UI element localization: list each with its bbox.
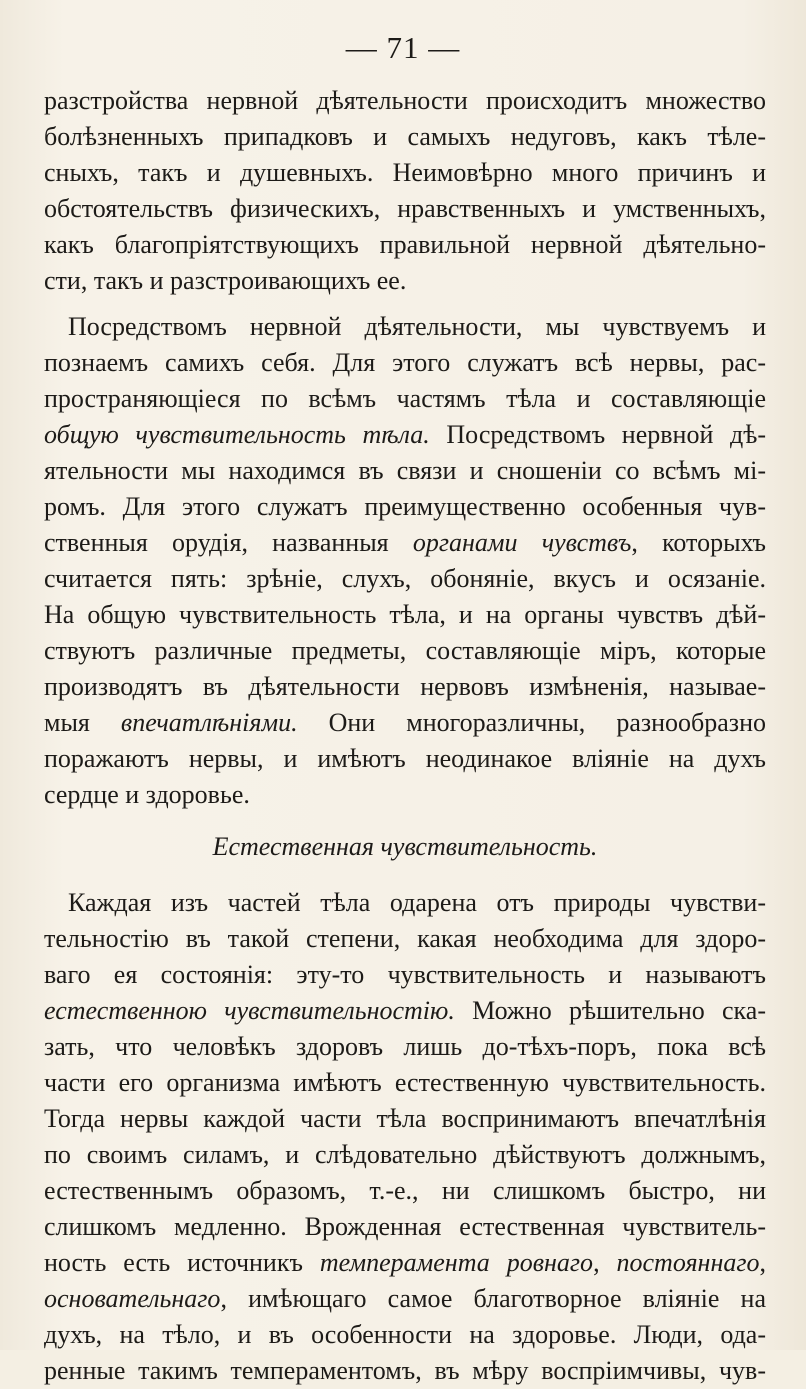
text-span: , xyxy=(759,1248,766,1277)
text-line: Каждая изъ частей тѣла одарена отъ природы чувстви- xyxy=(68,888,766,917)
page-text xyxy=(44,83,766,1389)
text-span: мыя xyxy=(44,708,121,737)
text-span: Посредствомъ нервной дѣ- xyxy=(429,420,766,449)
page-number: — 71 — xyxy=(345,30,461,65)
text-line: зать, что человѣкъ здоровъ лишь до-тѣхъ-поръ, пока всѣ xyxy=(44,1032,766,1061)
text-line xyxy=(44,705,766,741)
text-line xyxy=(44,1245,766,1281)
text-span: , xyxy=(593,1248,617,1277)
section-heading: Естественная чувствительность. xyxy=(212,832,598,861)
text-line: На общую чувствительность тѣла, и на органы чувствъ дѣй- xyxy=(44,600,766,629)
text-span: , имѣющаго самое благотворное вліяніе на xyxy=(220,1284,766,1313)
text-line: слишкомъ медленно. Врожденная естественная чувствитель- xyxy=(44,1212,766,1241)
text-line: сныхъ, такъ и душевныхъ. Неимовѣрно много причинъ и xyxy=(44,158,766,187)
italic-term: темперамента ровнаго xyxy=(319,1248,594,1277)
text-line: части его организма имѣютъ естественную чувствительность. xyxy=(44,1068,766,1097)
paragraph-senses xyxy=(44,309,766,813)
text-line: сти, такъ и разстроивающихъ ее. xyxy=(44,266,407,295)
text-span: ность есть источникъ xyxy=(44,1248,320,1277)
text-line: познаемъ самихъ себя. Для этого служатъ всѣ нервы, рас- xyxy=(44,348,766,377)
italic-term: впечатлѣніями. xyxy=(120,708,298,737)
text-line: Посредствомъ нервной дѣятельности, мы чувствуемъ и xyxy=(68,312,766,341)
text-line: ромъ. Для этого служатъ преимущественно особенныя чув- xyxy=(44,492,766,521)
text-line: ствуютъ различные предметы, составляющіе міръ, которые xyxy=(44,636,766,665)
text-line: ваго ея состоянія: эту-то чувствительность и называютъ xyxy=(44,960,766,989)
text-line: обстоятельствъ физическихъ, нравственныхъ и умственныхъ, xyxy=(44,194,766,223)
text-line: ятельности мы находимся въ связи и сношеніи со всѣмъ мі- xyxy=(44,456,766,485)
italic-term: естественною чувствительностію. xyxy=(44,996,455,1025)
italic-term: постояннаго xyxy=(616,1248,760,1277)
italic-term: общую чувствительность тѣла. xyxy=(44,420,430,449)
text-line: поражаютъ нервы, и имѣютъ неодинакое вліяніе на духъ xyxy=(44,744,766,773)
italic-term: основательнаго xyxy=(44,1284,221,1313)
italic-term: органами чувствъ xyxy=(412,528,632,557)
text-line: производятъ въ дѣятельности нервовъ измѣненія, называе- xyxy=(44,672,766,701)
text-line: болѣзненныхъ припадковъ и самыхъ недуговъ, какъ тѣле- xyxy=(44,122,766,151)
text-line: по своимъ силамъ, и слѣдовательно дѣйствуютъ должнымъ, xyxy=(44,1140,766,1169)
text-line: считается пять: зрѣніе, слухъ, обоняніе, вкусъ и осязаніе. xyxy=(44,564,766,593)
text-line: Тогда нервы каждой части тѣла воспринимаютъ впечатлѣнія xyxy=(44,1104,766,1133)
text-line xyxy=(44,993,766,1029)
text-span: Они многоразличны, разнообразно xyxy=(297,708,766,737)
text-line: разстройства нервной дѣятельности происходитъ множество xyxy=(44,86,766,115)
text-line xyxy=(44,1281,766,1317)
text-line: ренные такимъ темпераментомъ, въ мѣру воспріимчивы, чув- xyxy=(44,1356,766,1385)
text-span: ственныя орудія, названныя xyxy=(44,528,413,557)
text-line xyxy=(44,417,766,453)
text-line: какъ благопріятствующихъ правильной нервной дѣятельно- xyxy=(44,230,766,259)
text-line: духъ, на тѣло, и въ особенности на здоровье. Люди, ода- xyxy=(44,1320,766,1349)
text-line: естественнымъ образомъ, т.-е., ни слишкомъ быстро, ни xyxy=(44,1176,766,1205)
paragraph-nervous-activity-disorders xyxy=(44,83,766,299)
text-span: Можно рѣшительно ска- xyxy=(454,996,766,1025)
text-line: сердце и здоровье. xyxy=(44,780,250,809)
text-line: тельностію въ такой степени, какая необходима для здоро- xyxy=(44,924,766,953)
text-line: пространяющіеся по всѣмъ частямъ тѣла и составляющіе xyxy=(44,384,766,413)
paragraph-natural-sensitivity xyxy=(44,885,766,1389)
text-line xyxy=(44,525,766,561)
text-span: , которыхъ xyxy=(631,528,766,557)
